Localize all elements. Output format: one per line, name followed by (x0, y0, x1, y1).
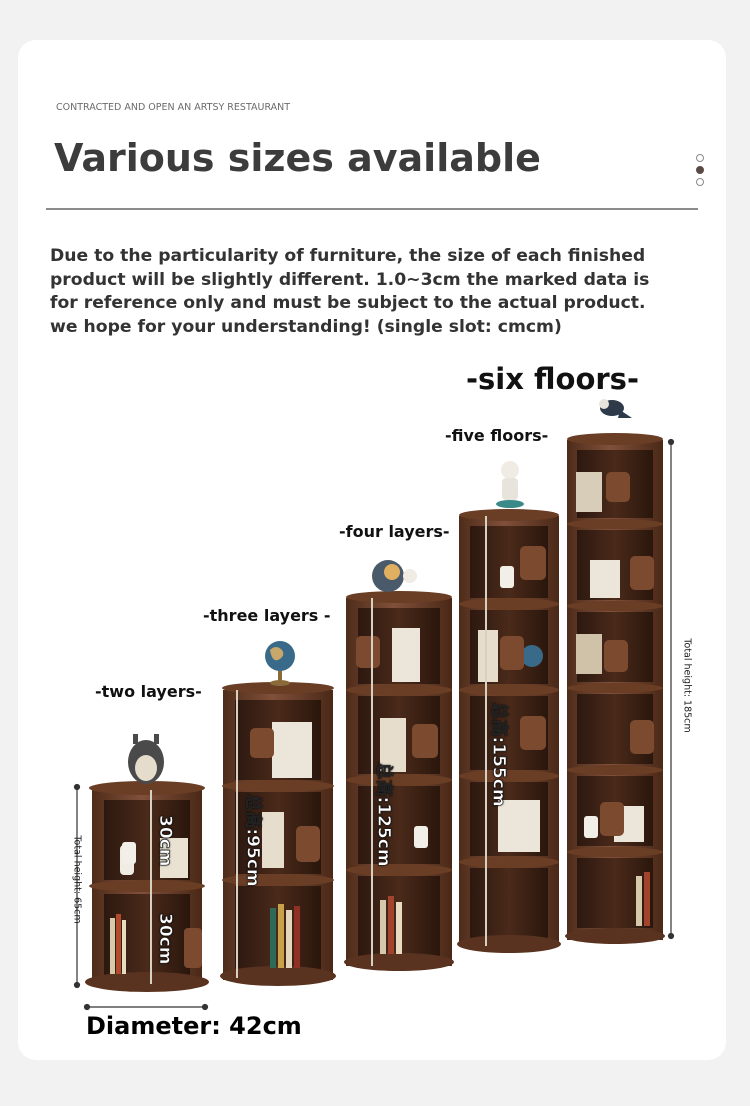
total-height-three-layers: 总高:95cm (242, 794, 263, 887)
description-line: for reference only and must be subject to the actual product. (50, 293, 646, 313)
dimension-line-diameter (85, 1005, 208, 1010)
eyebrow-text: CONTRACTED AND OPEN AN ARTSY RESTAURANT (56, 102, 291, 113)
label-five-floors: -five floors- (445, 426, 549, 445)
total-height-right: Total height: 185cm (681, 638, 693, 733)
bird-figurine-icon (599, 399, 632, 418)
total-height-five-floors: 总高:155cm (488, 702, 509, 807)
description-line: Due to the particularity of furniture, the size of each finished (50, 246, 646, 266)
description-line: we hope for your understanding! (single slot: cmcm) (50, 316, 562, 337)
description-line: product will be slightly different. 1.0~3cm the marked data is (50, 269, 650, 290)
dimension-line-right (669, 440, 674, 939)
label-two-layers: -two layers- (95, 682, 202, 701)
globe-icon (265, 641, 295, 686)
label-three-layers: -three layers - (203, 606, 331, 625)
total-height-four-layers: 总高:125cm (373, 762, 394, 867)
total-height-left: Total height: 65cm (71, 835, 83, 924)
label-four-layers: -four layers- (339, 522, 450, 541)
page-title: Various sizes available (54, 136, 541, 180)
slot-height-top: 30cm (155, 815, 175, 867)
astronaut-figurine-icon (496, 461, 524, 508)
astronaut-figurine-icon (372, 560, 417, 592)
totoro-figurine-icon (128, 734, 164, 784)
diameter-label: Diameter: 42cm (86, 1012, 302, 1040)
shelf-three-layers (220, 682, 336, 986)
shelf-two-layers (85, 781, 209, 992)
shelf-six-floors (565, 433, 665, 944)
label-six-floors: -six floors- (466, 362, 639, 396)
slot-height-bottom: 30cm (155, 913, 175, 965)
shelf-four-layers (344, 591, 454, 971)
